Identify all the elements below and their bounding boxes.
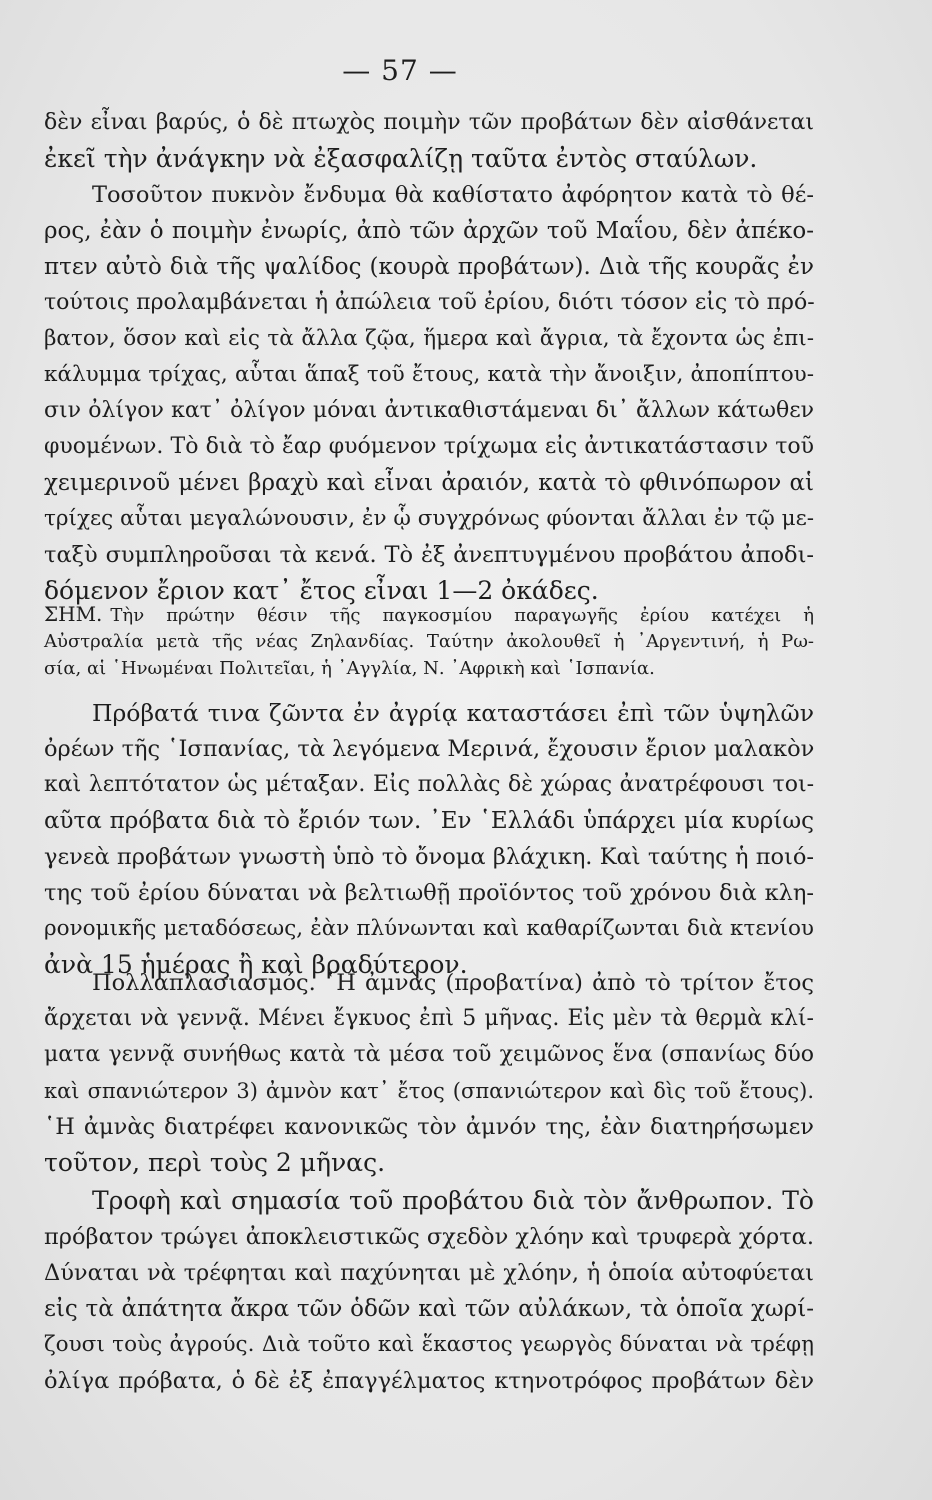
text-line: δόμενον ἔριον κατ᾿ ἔτος εἶναι 1—2 ὀκάδες.: [44, 576, 599, 605]
text-line: ρος, ἐὰν ὁ ποιμὴν ἐνωρίς, ἀπὸ τῶν ἀρχῶν τοῦ Μαΐου, δὲν ἀπέκο-: [44, 218, 814, 244]
note-line: σία, αἱ ῾Ηνωμέναι Πολιτεῖαι, ἡ ᾿Αγγλία, Ν. ᾿Αφρικὴ καὶ ῾Ισπανία.: [44, 658, 655, 679]
note-text: Τὴν πρώτην θέσιν τῆς παγκοσμίου παραγωγῆς ἐρίου κατέχει ἡ: [110, 605, 814, 626]
text-line: της τοῦ ἐρίου δύναται νὰ βελτιωθῇ προϊόντος τοῦ χρόνου διὰ κλη-: [44, 880, 814, 906]
text-line: Δύναται νὰ τρέφηται καὶ παχύνηται μὲ χλόην, ἡ ὁποία αὐτοφύεται: [44, 1260, 814, 1286]
text-line: αῦτα πρόβατα διὰ τὸ ἔριόν των. ᾿Εν ῾Ελλάδι ὑπάρχει μία κυρίως: [44, 808, 814, 834]
paragraph-food: [44, 1183, 814, 1399]
text-line: σιν ὀλίγον κατ᾿ ὀλίγον μόναι ἀντικαθιστάμεναι δι᾿ ἄλλων κάτωθεν: [44, 398, 814, 423]
text-line: εἰς τὰ ἀπάτητα ἄκρα τῶν ὁδῶν καὶ τῶν αὐλάκων, τὰ ὁποῖα χωρί-: [44, 1296, 814, 1322]
text-line: ὀλίγα πρόβατα, ὁ δὲ ἐξ ἐπαγγέλματος κτηνοτρόφος προβάτων δὲν: [44, 1368, 814, 1394]
text-line: κάλυμμα τρίχας, αὗται ἅπαξ τοῦ ἔτους, κατὰ τὴν ἄνοιξιν, ἀποπίπτου-: [44, 362, 814, 387]
text-line: ρονομικῆς μεταδόσεως, ἐὰν πλύνωνται καὶ καθαρίζωνται διὰ κτενίου: [44, 916, 814, 941]
text-line: ἐκεῖ τὴν ἀνάγκην νὰ ἐξασφαλίζῃ ταῦτα ἐντὸς σταύλων.: [44, 144, 758, 173]
text-line: καὶ σπανιώτερον 3) ἀμνὸν κατ᾿ ἔτος (σπανιώτερον καὶ δὶς τοῦ ἔτους).: [44, 1079, 814, 1103]
note-label: ΣΗΜ.: [44, 602, 103, 626]
note-line: Αὐστραλία μετὰ τῆς νέας Ζηλανδίας. Ταύτην ἀκολουθεῖ ἡ ᾿Αργεντινή, ἡ Ρω-: [44, 631, 814, 652]
page-number: — 57 —: [342, 54, 458, 87]
paragraph-reproduction: [44, 965, 814, 1181]
text-line: πρόβατον τρώγει ἀποκλειστικῶς σχεδὸν χλόην καὶ τρυφερὰ χόρτα.: [44, 1224, 814, 1250]
text-line: Τοσοῦτον πυκνὸν ἔνδυμα θὰ καθίστατο ἀφόρητον κατὰ τὸ θέ-: [92, 182, 814, 208]
note-line: [44, 601, 814, 628]
text-line: γενεὰ προβάτων γνωστὴ ὑπὸ τὸ ὄνομα βλάχικη. Καὶ ταύτης ἡ ποιό-: [44, 844, 814, 870]
text-line: ἄρχεται νὰ γεννᾷ. Μένει ἔγκυος ἐπὶ 5 μῆνας. Εἰς μὲν τὰ θερμὰ κλί-: [44, 1006, 814, 1031]
text-line: ζουσι τοὺς ἀγρούς. Διὰ τοῦτο καὶ ἕκαστος γεωργὸς δύναται νὰ τρέφῃ: [44, 1332, 814, 1357]
text-line: ματα γεννᾷ συνήθως κατὰ τὰ μέσα τοῦ χειμῶνος ἕνα (σπανίως δύο: [44, 1042, 814, 1067]
paragraph-merino: [44, 695, 814, 983]
text-line: ἀνὰ 15 ἡμέρας ἢ καὶ βραδύτερον.: [44, 950, 468, 979]
text-line: ῾Η ἀμνὰς διατρέφει κανονικῶς τὸν ἀμνόν της, ἐὰν διατηρήσωμεν: [44, 1114, 814, 1140]
text-line: δὲν εἶναι βαρύς, ὁ δὲ πτωχὸς ποιμὴν τῶν προβάτων δὲν αἰσθάνεται: [44, 110, 814, 135]
text-line: βατον, ὅσον καὶ εἰς τὰ ἄλλα ζῷα, ἥμερα καὶ ἄγρια, τὰ ἔχοντα ὡς ἐπι-: [44, 326, 814, 351]
text-line: φυομένων. Τὸ διὰ τὸ ἔαρ φυόμενον τρίχωμα εἰς ἀντικατάστασιν τοῦ: [44, 434, 814, 459]
note-block: [44, 601, 814, 682]
text-line: καὶ λεπτότατον ὡς μέταξαν. Εἰς πολλὰς δὲ χώρας ἀνατρέφουσι τοι-: [44, 772, 814, 797]
text-line: πτεν αὐτὸ διὰ τῆς ψαλίδος (κουρὰ προβάτων). Διὰ τῆς κουρᾶς ἐν: [44, 254, 814, 280]
paragraph-continuation: [44, 105, 814, 177]
text-line: τρίχες αὗται μεγαλώνουσιν, ἐν ᾧ συγχρόνως φύονται ἄλλαι ἐν τῷ με-: [44, 506, 814, 531]
text-line: ὀρέων τῆς ῾Ισπανίας, τὰ λεγόμενα Μερινά, ἔχουσιν ἔριον μαλακὸν: [44, 736, 815, 762]
text-line: τούτοις προλαμβάνεται ἡ ἀπώλεια τοῦ ἐρίου, διότι τόσον εἰς τὸ πρό-: [44, 290, 815, 315]
paragraph-shearing: [44, 177, 814, 609]
text-line: Τροφὴ καὶ σημασία τοῦ προβάτου διὰ τὸν ἄνθρωπον. Τὸ: [92, 1186, 814, 1215]
text-line: ταξὺ συμπληροῦσαι τὰ κενά. Τὸ ἐξ ἀνεπτυγμένου προβάτου ἀποδι-: [44, 542, 814, 568]
text-line: Πολλαπλασιασμός. ῾Η ἀμνὰς (προβατίνα) ἀπὸ τὸ τρίτον ἔτος: [92, 970, 814, 996]
text-line: χειμερινοῦ μένει βραχὺ καὶ εἶναι ἀραιόν, κατὰ τὸ φθινόπωρον αἱ: [44, 470, 814, 496]
text-line: Πρόβατά τινα ζῶντα ἐν ἀγρίᾳ καταστάσει ἐπὶ τῶν ὑψηλῶν: [92, 699, 814, 727]
text-line: τοῦτον, περὶ τοὺς 2 μῆνας.: [44, 1148, 386, 1177]
